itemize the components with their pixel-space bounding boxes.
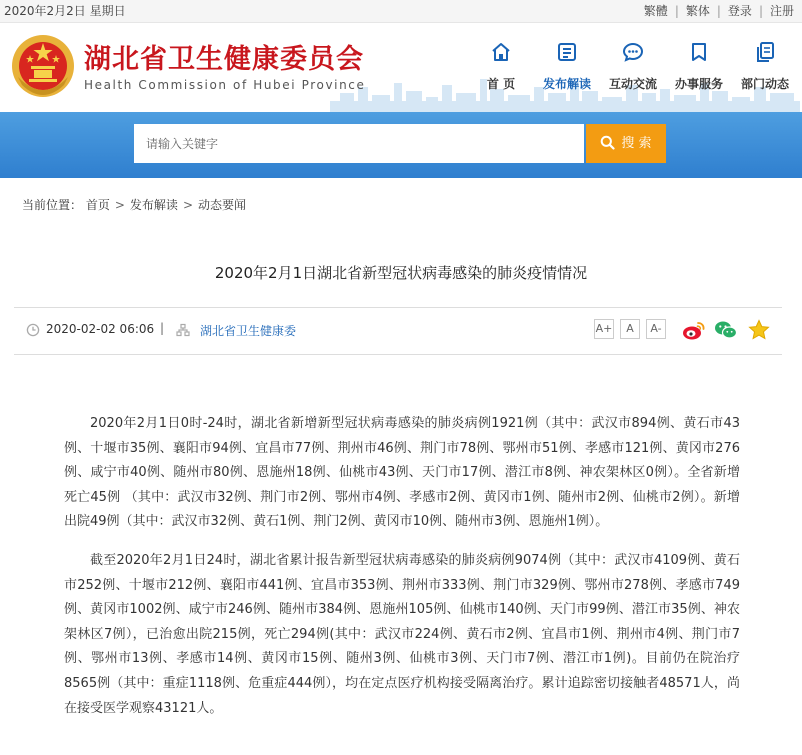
- article-body: [64, 412, 740, 735]
- nav-department-news[interactable]: [732, 41, 798, 92]
- breadcrumb-separator: >: [182, 198, 193, 212]
- breadcrumb-publish[interactable]: 发布解读: [129, 198, 178, 212]
- nav-label: 首 页: [486, 77, 516, 91]
- search-input[interactable]: [134, 124, 584, 163]
- nav-label: 部门动态: [740, 77, 789, 91]
- site-title: 湖北省卫生健康委员会: [84, 44, 364, 75]
- wechat-icon[interactable]: [714, 319, 738, 341]
- bookmark-icon: [688, 41, 710, 63]
- breadcrumb-home[interactable]: 首页: [85, 198, 110, 212]
- top-links: [644, 0, 794, 22]
- nav-label: 发布解读: [542, 77, 591, 91]
- document-icon: [556, 41, 578, 63]
- publish-time: 2020-02-02 06:06: [46, 322, 155, 336]
- nav-home[interactable]: [468, 41, 534, 92]
- login-link[interactable]: 登录: [727, 4, 752, 18]
- divider: |: [758, 4, 763, 18]
- search-button-label: 搜 索: [621, 136, 652, 151]
- article-title: 2020年2月1日湖北省新型冠状病毒感染的肺炎疫情情况: [214, 264, 588, 282]
- main-nav: [468, 41, 802, 101]
- organization-icon: [176, 323, 190, 337]
- search-band: [0, 112, 802, 178]
- current-date: 2020年2月2日 星期日: [4, 4, 126, 18]
- divider: |: [674, 4, 679, 18]
- copy-icon: [754, 41, 776, 63]
- traditional-chinese-link-alt[interactable]: 繁体: [685, 4, 710, 18]
- search-button[interactable]: [586, 124, 666, 163]
- font-decrease-button[interactable]: A-: [646, 319, 666, 339]
- search-icon: [600, 135, 615, 150]
- nav-label: 互动交流: [608, 77, 657, 91]
- traditional-chinese-link[interactable]: 繁體: [643, 4, 668, 18]
- national-emblem-logo: [10, 33, 76, 101]
- font-default-button[interactable]: A: [620, 319, 640, 339]
- meta-divider: |: [160, 321, 165, 335]
- register-link[interactable]: 注册: [769, 4, 794, 18]
- nav-services[interactable]: [666, 41, 732, 92]
- site-subtitle: Health Commission of Hubei Province: [84, 78, 366, 92]
- divider: |: [716, 4, 721, 18]
- breadcrumb: [22, 196, 246, 213]
- nav-label: 办事服务: [674, 77, 723, 91]
- weibo-icon[interactable]: [682, 319, 706, 341]
- article-source[interactable]: 湖北省卫生健康委: [200, 324, 297, 338]
- favorite-icon[interactable]: [748, 319, 770, 341]
- home-icon: [490, 41, 512, 63]
- nav-publish[interactable]: [534, 41, 600, 92]
- article-paragraph: 截至2020年2月1日24时，湖北省累计报告新型冠状病毒感染的肺炎病例9074例（其中：武汉市4109例、黄石市252例、十堰市212例、襄阳市441例、宜昌市353例、荆州市333例、荆门市329例、鄂州市278例、孝感市749例、黄冈市1002例、咸宁市246例、随州市384例、恩施州105例、仙桃市140例、天门市99例、潜江市35例、神农架林区7例），已治愈出院215例，死亡294例(其中：武汉市224例、黄石市2例、宜昌市1例、荆州市4例、荆门市7例、鄂州市13例、孝感市14例、黄冈市15例、随州3例、仙桃市3例、天门市7例、潜江市1例)。目前仍在院治疗8565例（其中：重症1118例、危重症444例），均在定点医疗机构接受隔离治疗。累计追踪密切接触者48571人，尚在接受医学观察43121人。: [64, 552, 740, 716]
- clock-icon: [26, 323, 40, 337]
- nav-interaction[interactable]: [600, 41, 666, 92]
- top-bar: [0, 0, 802, 23]
- chat-icon: [622, 41, 644, 63]
- breadcrumb-news[interactable]: 动态要闻: [198, 198, 247, 212]
- breadcrumb-label: 当前位置：: [22, 198, 83, 212]
- article-meta-bar: [14, 307, 782, 355]
- article-paragraph: 2020年2月1日0时-24时，湖北省新增新型冠状病毒感染的肺炎病例1921例（其中：武汉市894例、黄石市43例、十堰市35例、襄阳市94例、宜昌市77例、荆州市46例、荆门市78例、鄂州市51例、孝感市121例、黄冈市276例、咸宁市40例、随州市80例、恩施州18例、仙桃市43例、天门市17例、潜江市8例、神农架林区0例）。全省新增死亡45例 （其中：武汉市32例、荆门市2例、鄂州市4例、孝感市2例、黄冈市1例、随州市2例、仙桃市2例）。新增出院49例（其中：武汉市32例、黄石1例、荆门2例、黄冈市10例、随州市3例、恩施州1例）。: [64, 416, 740, 530]
- site-header: [0, 23, 802, 112]
- font-increase-button[interactable]: A+: [594, 319, 614, 339]
- breadcrumb-separator: >: [114, 198, 125, 212]
